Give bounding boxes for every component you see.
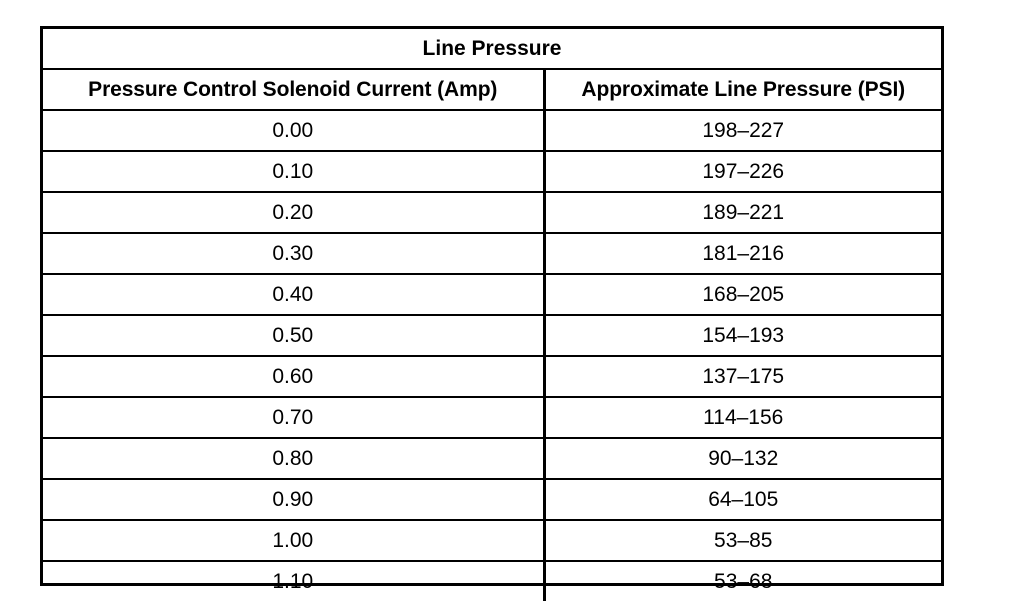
table-row xyxy=(43,315,941,356)
pressure-cell: 114–156 xyxy=(544,397,941,438)
current-cell: 0.20 xyxy=(43,192,544,233)
table-title-row xyxy=(43,29,941,69)
pressure-cell: 53–85 xyxy=(544,520,941,561)
current-cell: 0.60 xyxy=(43,356,544,397)
current-cell: 0.00 xyxy=(43,110,544,151)
table-row xyxy=(43,233,941,274)
pressure-cell: 90–132 xyxy=(544,438,941,479)
current-cell: 0.10 xyxy=(43,151,544,192)
table-row xyxy=(43,561,941,601)
current-cell: 1.10 xyxy=(43,561,544,601)
table-row xyxy=(43,356,941,397)
line-pressure-table-container xyxy=(40,26,944,593)
current-cell: 0.40 xyxy=(43,274,544,315)
table-header-row xyxy=(43,69,941,110)
pressure-cell: 197–226 xyxy=(544,151,941,192)
current-cell: 1.00 xyxy=(43,520,544,561)
current-cell: 0.70 xyxy=(43,397,544,438)
table-row xyxy=(43,110,941,151)
current-cell: 0.80 xyxy=(43,438,544,479)
pressure-cell: 64–105 xyxy=(544,479,941,520)
pressure-cell: 168–205 xyxy=(544,274,941,315)
current-cell: 0.30 xyxy=(43,233,544,274)
table-row xyxy=(43,192,941,233)
table-title: Line Pressure xyxy=(43,29,941,69)
table-row xyxy=(43,397,941,438)
pressure-cell: 53–68 xyxy=(544,561,941,601)
pressure-cell: 189–221 xyxy=(544,192,941,233)
line-pressure-table xyxy=(43,29,941,601)
column-header-current: Pressure Control Solenoid Current (Amp) xyxy=(43,69,544,110)
pressure-cell: 137–175 xyxy=(544,356,941,397)
table-row xyxy=(43,438,941,479)
table-row xyxy=(43,520,941,561)
pressure-cell: 154–193 xyxy=(544,315,941,356)
current-cell: 0.50 xyxy=(43,315,544,356)
table-row xyxy=(43,274,941,315)
table-row xyxy=(43,479,941,520)
current-cell: 0.90 xyxy=(43,479,544,520)
table-row xyxy=(43,151,941,192)
pressure-cell: 198–227 xyxy=(544,110,941,151)
pressure-cell: 181–216 xyxy=(544,233,941,274)
column-header-line-pressure: Approximate Line Pressure (PSI) xyxy=(544,69,941,110)
